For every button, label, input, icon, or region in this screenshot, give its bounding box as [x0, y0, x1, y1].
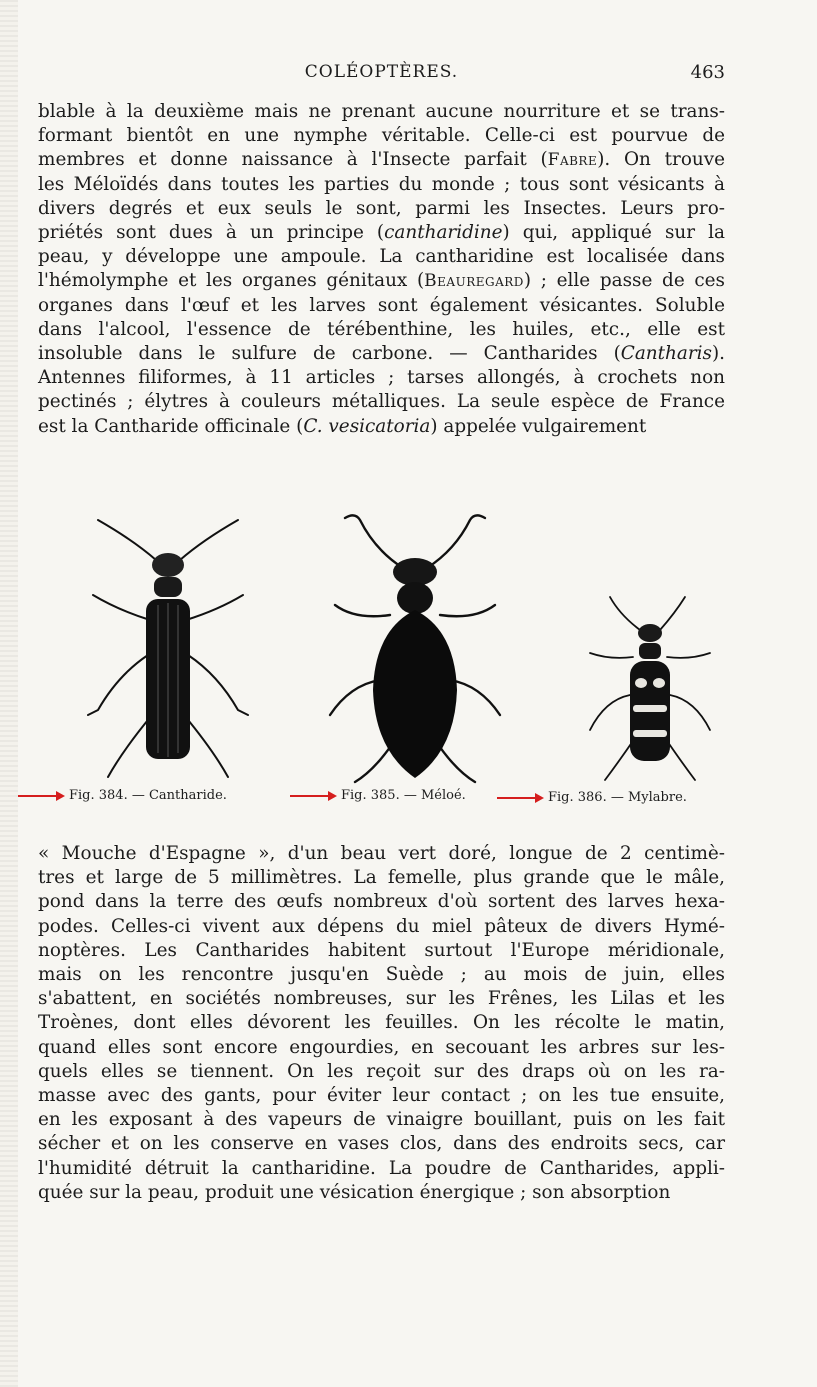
text-line: insoluble dans le sulfure de carbone. — Cantharides (Cantharis).: [38, 343, 725, 365]
red-arrow-icon: [18, 795, 58, 797]
text-line: membres et donne naissance à l'Insecte parfait (Fabre). On trouve: [38, 149, 726, 171]
text-line: s'abattent, en sociétés nombreuses, sur les Frênes, les Lilas et les: [38, 988, 725, 1010]
text-line: quels elles se tiennent. On les reçoit sur des draps où on les ra-: [38, 1060, 725, 1082]
text-line: divers degrés et eux seuls le sont, parmi les Insectes. Leurs pro-: [38, 197, 725, 219]
red-arrowhead-icon: [535, 793, 544, 803]
text-line: pectinés ; élytres à couleurs métalliques. La seule espèce de France: [38, 391, 725, 413]
red-arrow-icon: [290, 795, 330, 797]
text-line: en les exposant à des vapeurs de vinaigre bouillant, puis on les fait: [38, 1109, 725, 1131]
figure-plate: [0, 500, 817, 820]
text-line: peau, y développe une ampoule. La cantharidine est localisée dans: [38, 246, 725, 268]
text-line: est la Cantharide officinale (C. vesicatoria) appelée vulgairement: [38, 415, 647, 437]
text-line: formant bientôt en une nymphe véritable. Celle-ci est pourvue de: [38, 125, 725, 147]
text-line: tres et large de 5 millimètres. La femelle, plus grande que le mâle,: [38, 867, 725, 889]
meloe-illustration: [315, 510, 515, 790]
red-arrow-icon: [497, 797, 537, 799]
running-title: COLÉOPTÈRES.: [304, 62, 459, 82]
text-line: « Mouche d'Espagne », d'un beau vert doré, longue de 2 centimè-: [38, 843, 725, 864]
caption-fig-385: Fig. 385. — Méloé.: [290, 788, 466, 803]
text-line: l'hémolymphe et les organes génitaux (Beauregard) ; elle passe de ces: [38, 270, 725, 292]
text-line: pond dans la terre des œufs nombreux d'où sortent des larves hexa-: [38, 891, 725, 913]
text-line: priétés sont dues à un principe (cantharidine) qui, appliqué sur la: [38, 222, 725, 244]
text-line: sécher et on les conserve en vases clos, dans des endroits secs, car: [38, 1133, 725, 1155]
page-number: 463: [690, 62, 725, 83]
text-line: quée sur la peau, produit une vésication énergique ; son absorption: [38, 1181, 671, 1203]
text-line: quand elles sont encore engourdies, en secouant les arbres sur les-: [38, 1036, 725, 1058]
text-line: Troènes, dont elles dévorent les feuilles. On les récolte le matin,: [38, 1012, 725, 1034]
paragraph-bottom: [38, 842, 725, 1205]
text-line: Antennes filiformes, à 11 articles ; tarses allongés, à crochets non: [38, 367, 725, 389]
cantharide-illustration: [78, 515, 258, 780]
paragraph-top: [38, 100, 725, 439]
text-line: l'humidité détruit la cantharidine. La poudre de Cantharides, appli-: [38, 1157, 725, 1179]
caption-fig-386: Fig. 386. — Mylabre.: [497, 790, 687, 805]
text-line: mais on les rencontre jusqu'en Suède ; au mois de juin, elles: [38, 964, 725, 986]
text-line: dans l'alcool, l'essence de térébenthine, les huiles, etc., elle est: [38, 318, 725, 340]
text-line: blable à la deuxième mais ne prenant aucune nourriture et se trans-: [38, 101, 725, 122]
page-header: [38, 62, 725, 92]
mylabre-illustration: [575, 595, 725, 785]
caption-fig-384: Fig. 384. — Cantharide.: [18, 788, 227, 803]
text-line: noptères. Les Cantharides habitent surtout l'Europe méridionale,: [38, 939, 725, 961]
text-line: podes. Celles-ci vivent aux dépens du miel pâteux de divers Hymé-: [38, 915, 725, 937]
red-arrowhead-icon: [56, 791, 65, 801]
text-line: les Méloïdés dans toutes les parties du monde ; tous sont vésicants à: [38, 173, 725, 195]
red-arrowhead-icon: [328, 791, 337, 801]
text-line: masse avec des gants, pour éviter leur contact ; on les tue ensuite,: [38, 1085, 725, 1107]
text-line: organes dans l'œuf et les larves sont également vésicantes. Soluble: [38, 294, 725, 316]
